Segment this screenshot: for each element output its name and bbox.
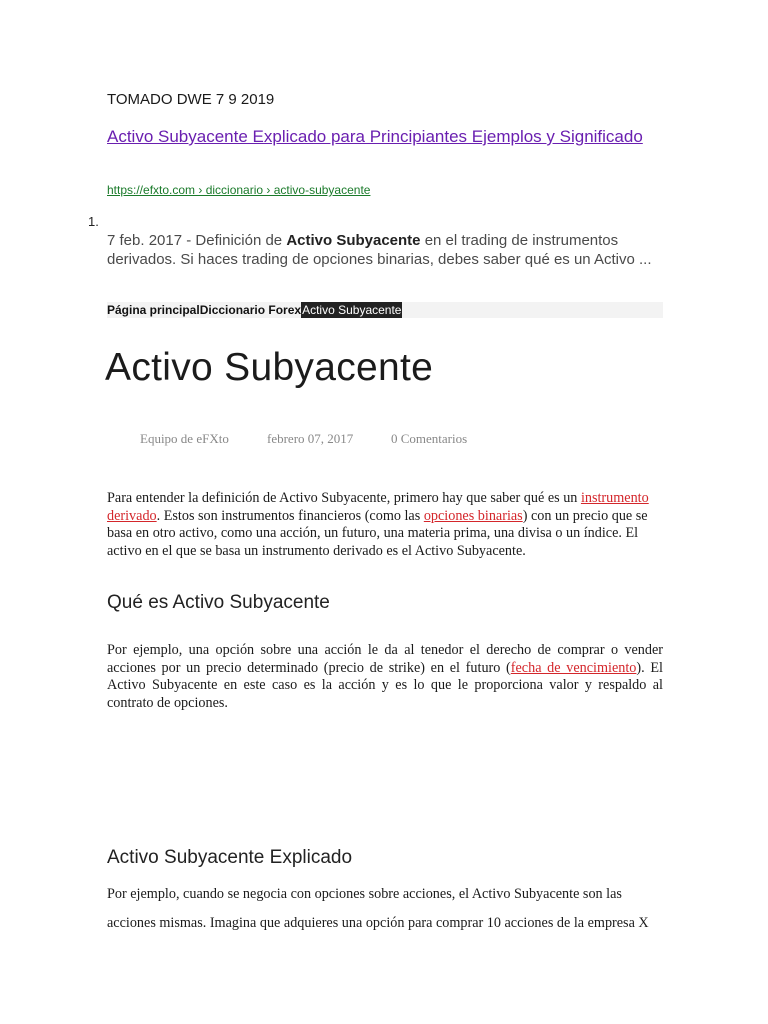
snippet-text-post: en el trading de instrumentos derivados. Si haces trading de opciones binarias, debes saber qué es un Activo ... xyxy=(107,232,652,268)
snippet-separator: - xyxy=(182,232,196,249)
header-note: TOMADO DWE 7 9 2019 xyxy=(107,91,275,108)
page-title: Activo Subyacente xyxy=(105,346,434,389)
meta-comments-link[interactable]: 0 Comentarios xyxy=(391,431,468,446)
breadcrumb-current: Activo Subyacente xyxy=(302,303,402,317)
paragraph-example xyxy=(107,642,663,712)
paragraph-text: ) con un precio que se basa en otro activo, como una acción, un futuro, una materia prima, una divisa o un índice. El activo en el que se basa un instrumento derivado es el Activo Subyacente. xyxy=(107,507,648,559)
breadcrumb-item-home[interactable]: Página principal xyxy=(107,303,200,317)
paragraph-explained: Por ejemplo, cuando se negocia con opciones sobre acciones, el Activo Subyacente son las acciones mismas. Imagina que adquieres una opción para comprar 10 acciones de la empresa X xyxy=(107,886,649,931)
link-opciones-binarias[interactable]: opciones binarias xyxy=(423,507,523,524)
search-result-snippet xyxy=(107,231,667,269)
snippet-bold: Activo Subyacente xyxy=(286,232,421,249)
meta-date: febrero 07, 2017 xyxy=(267,431,354,446)
breadcrumb-item-diccionario[interactable]: Diccionario Forex xyxy=(199,303,302,317)
paragraph-text: Por ejemplo, una opción sobre una acción le da al tenedor el derecho de comprar o vender acciones por un precio determinado (precio de strike) en el futuro ( xyxy=(107,642,663,676)
paragraph-text: Para entender la definición de Activo Subyacente, primero hay que saber qué es un xyxy=(107,490,581,506)
snippet-date: 7 feb. 2017 xyxy=(107,232,183,249)
paragraph-text: . Estos son instrumentos financieros (como las xyxy=(156,507,424,524)
paragraph-intro xyxy=(107,490,663,560)
link-instrumento-derivado[interactable]: instrumento derivado xyxy=(107,490,649,524)
list-number: 1. xyxy=(88,214,99,229)
heading-explicado: Activo Subyacente Explicado xyxy=(107,847,353,868)
search-result-url-link[interactable]: https://efxto.com › diccionario › activo-subyacente xyxy=(107,183,371,197)
snippet-text-pre: Definición de xyxy=(195,232,287,249)
paragraph-text: ). El Activo Subyacente en este caso es la acción y es lo que le proporciona valor y respaldo al contrato de opciones. xyxy=(107,659,663,711)
link-fecha-de-vencimiento[interactable]: fecha de vencimiento xyxy=(510,659,637,676)
heading-que-es: Qué es Activo Subyacente xyxy=(107,592,330,613)
meta-author[interactable]: Equipo de eFXto xyxy=(140,431,229,446)
search-result-title-link[interactable]: Activo Subyacente Explicado para Principiantes Ejemplos y Significado xyxy=(107,127,643,146)
breadcrumb xyxy=(107,302,402,318)
